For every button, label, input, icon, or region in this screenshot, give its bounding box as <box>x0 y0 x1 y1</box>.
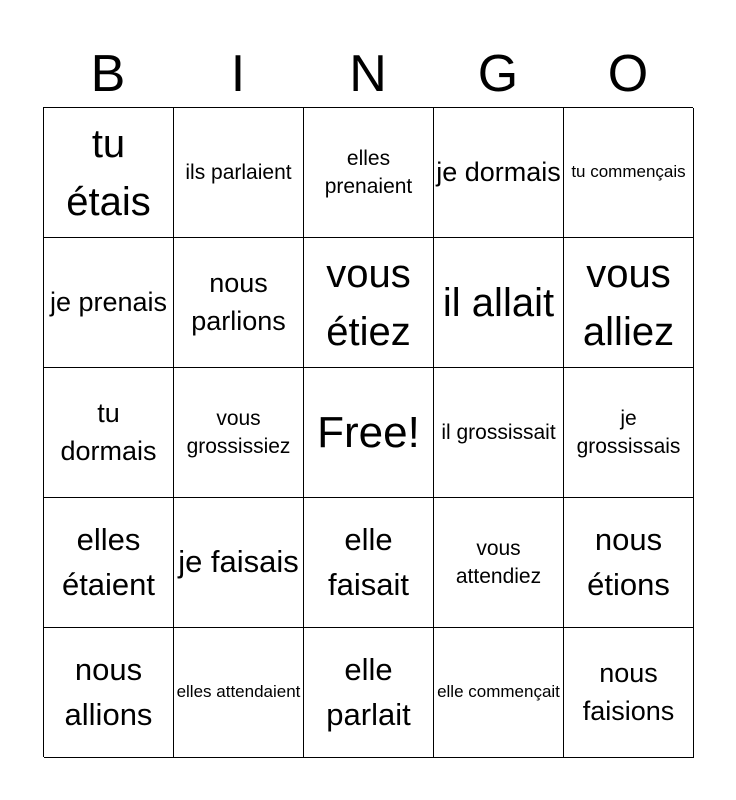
bingo-cell[interactable] <box>434 498 564 628</box>
cell-text: vous alliez <box>582 251 675 354</box>
cell-text: tu étais <box>66 121 151 224</box>
bingo-cell[interactable] <box>44 628 174 758</box>
cell-text: tu commençais <box>571 162 686 182</box>
free-space[interactable] <box>304 368 434 498</box>
cell-text: je prenais <box>49 286 168 317</box>
cell-text: vous attendiez <box>455 537 542 588</box>
bingo-cell[interactable] <box>174 368 304 498</box>
cell-text: ils parlaient <box>185 160 292 184</box>
bingo-cell[interactable] <box>304 108 434 238</box>
header-letter-g: G <box>477 45 519 103</box>
cell-text: nous parlions <box>191 267 286 336</box>
bingo-cell[interactable] <box>174 628 304 758</box>
cell-text: nous allions <box>64 652 153 732</box>
cell-text: je dormais <box>436 156 561 187</box>
cell-text: elles prenaient <box>324 147 413 198</box>
header-letter-n: N <box>349 45 387 103</box>
bingo-cell[interactable] <box>44 108 174 238</box>
cell-text: je grossissais <box>576 407 681 458</box>
cell-text: elle faisait <box>328 522 409 602</box>
cell-text: tu dormais <box>60 397 157 466</box>
bingo-cell[interactable] <box>564 498 694 628</box>
header-letter-o: O <box>607 45 649 103</box>
cell-text: elles étaient <box>61 522 156 602</box>
cell-text: je faisais <box>178 544 299 580</box>
bingo-cell[interactable] <box>564 368 694 498</box>
bingo-cell[interactable] <box>44 368 174 498</box>
bingo-cell[interactable] <box>304 238 434 368</box>
bingo-cell[interactable] <box>174 498 304 628</box>
bingo-cell[interactable] <box>434 368 564 498</box>
bingo-cell[interactable] <box>44 238 174 368</box>
free-space-label: Free! <box>317 407 420 457</box>
bingo-cell[interactable] <box>174 108 304 238</box>
bingo-cell[interactable] <box>304 628 434 758</box>
cell-text: nous faisions <box>582 657 675 726</box>
bingo-cell[interactable] <box>434 108 564 238</box>
cell-text: il grossissait <box>441 420 556 444</box>
bingo-grid <box>43 107 693 757</box>
header-letter-b: B <box>90 45 126 103</box>
bingo-cell[interactable] <box>174 238 304 368</box>
cell-text: elle commençait <box>437 682 560 702</box>
cell-text: vous grossissiez <box>186 407 291 458</box>
cell-text: elle parlait <box>326 652 411 732</box>
bingo-cell[interactable] <box>564 238 694 368</box>
cell-text: elles attendaient <box>176 682 301 702</box>
cell-text: il allait <box>442 280 555 325</box>
bingo-cell[interactable] <box>564 628 694 758</box>
bingo-cell[interactable] <box>304 498 434 628</box>
cell-text: nous étions <box>587 522 670 602</box>
bingo-cell[interactable] <box>564 108 694 238</box>
bingo-cell[interactable] <box>434 238 564 368</box>
cell-text: vous étiez <box>326 251 411 354</box>
bingo-cell[interactable] <box>44 498 174 628</box>
header-letter-i: I <box>230 45 246 103</box>
bingo-cell[interactable] <box>434 628 564 758</box>
bingo-header <box>43 40 693 108</box>
